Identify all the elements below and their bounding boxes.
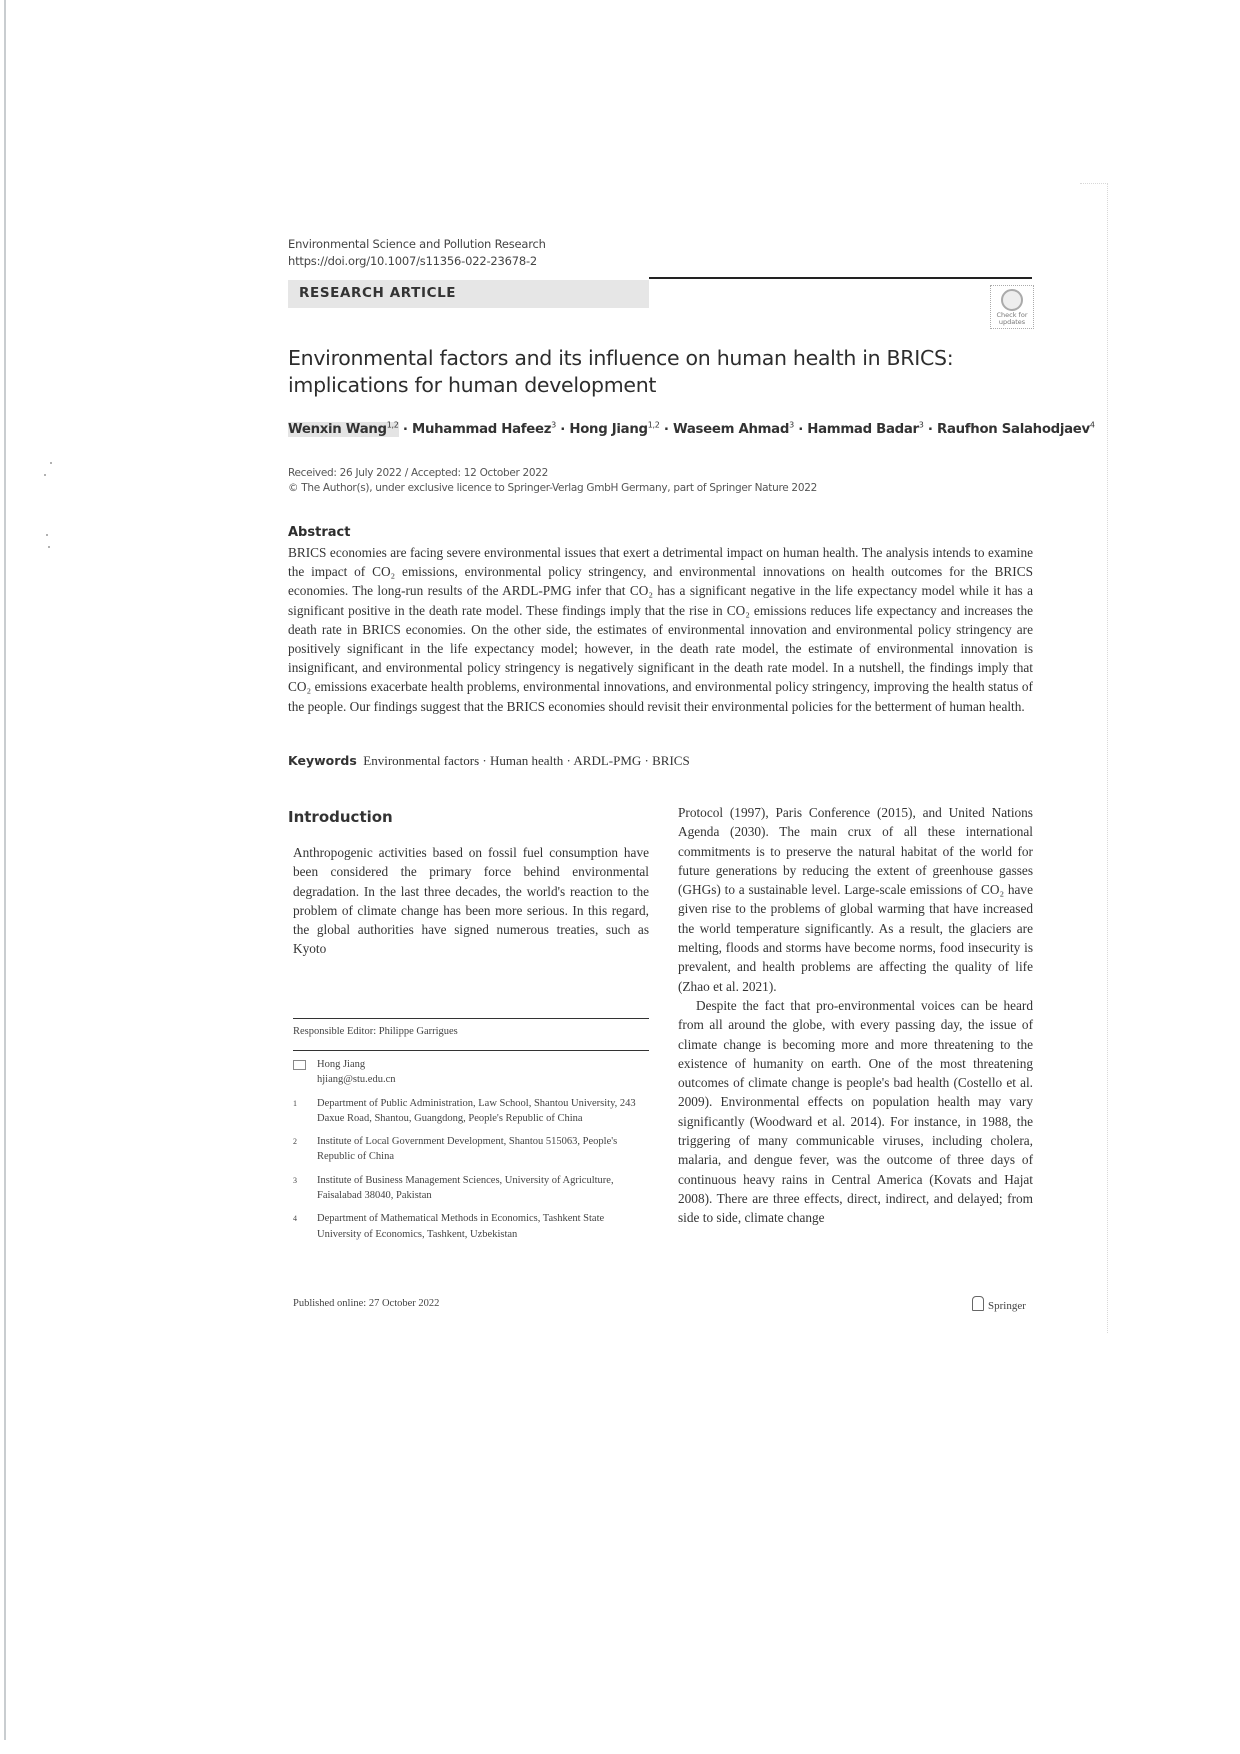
author-name: Raufhon Salahodjaev	[937, 422, 1090, 438]
author-affiliation: 1,2	[386, 421, 399, 430]
affiliation-text: Department of Public Administration, Law School, Shantou University, 243 Daxue Road, Shantou, Guangdong, People's Republic of China	[317, 1097, 636, 1124]
abstract-text: BRICS economies are facing severe environmental issues that exert a detrimental impact on human health. The analysis intends to examine the impact of CO₂ emissions, environmental policy stringency, and environmental innovations on health outcomes for the BRICS economies. The long-run results of the ARDL-PMG infer that CO₂ has a significant negative in the life expectancy model while it has a significant positive in the death rate model. These findings imply that the rise in CO₂ emissions reduces life expectancy and increases the death rate in BRICS economies. On the other side, the estimates of environmental innovation and environmental policy stringency are positively significant in the life expectancy model; however, in the death rate model, the estimate of environmental innovation is insignificant, and environmental policy stringency is negatively significant in the death rate model. In a nutshell, the findings imply that CO₂ emissions exacerbate health problems, environmental innovations, and environmental policy stringency, improving the health status of the people. Our findings suggest that the BRICS economies should revisit their environmental policies for the betterment of human health.	[288, 545, 1033, 714]
intro-paragraph: Despite the fact that pro-environmental voices can be heard from all around the globe, with every passing day, the issue of climate change is becoming more and more threatening to the existence of humanity on earth. One of the most threatening outcomes of climate change is people's bad health (Costello et al. 2009). Environmental effects on population health may vary significantly (Woodward et al. 2014). For instance, in 1988, the triggering of many communicable viruses, including cholera, malaria, and dengue fever, was the outcome of three days of continuous heavy rains in Central America (Kovats and Hajat 2008). There are three effects, direct, indirect, and delayed; from side to side, climate change	[678, 997, 1033, 1226]
affiliation-number: 2	[293, 1137, 297, 1147]
publication-dates	[288, 466, 817, 496]
author-separator: ·	[555, 422, 570, 438]
title-line-1: Environmental factors and its influence on human health in BRICS:	[288, 346, 954, 370]
title-line-2: implications for human development	[288, 373, 657, 397]
springer-horse-icon	[972, 1296, 984, 1311]
affiliation	[293, 1096, 649, 1127]
header-rule	[649, 277, 1032, 279]
keywords	[288, 753, 690, 769]
affiliation-number: 1	[293, 1098, 297, 1108]
affiliation-number: 3	[293, 1175, 297, 1185]
scan-edge	[4, 0, 6, 1740]
author[interactable]	[937, 422, 1095, 437]
crossmark-icon	[1001, 289, 1023, 311]
affiliation	[293, 1134, 649, 1165]
scan-speck	[44, 474, 46, 476]
author-name: Hong Jiang	[569, 422, 648, 438]
journal-header	[288, 236, 546, 270]
author-separator: ·	[923, 422, 938, 438]
author-name: Waseem Ahmad	[672, 422, 790, 438]
author[interactable]	[412, 422, 556, 437]
scan-speck	[50, 462, 52, 464]
author-affiliation: 1,2	[647, 421, 660, 430]
scan-speck	[46, 534, 48, 536]
scan-edge	[1080, 183, 1108, 184]
author-name: Hammad Badar	[807, 422, 919, 438]
article-title	[288, 345, 1048, 399]
envelope-icon	[293, 1060, 306, 1070]
affiliation-text: Institute of Business Management Sciences, University of Agriculture, Faisalabad 38040, Pakistan	[317, 1174, 614, 1202]
author[interactable]	[569, 422, 659, 437]
scan-speck	[48, 546, 50, 548]
copyright: © The Author(s), under exclusive licence to Springer-Verlag GmbH Germany, part of Springer Nature 2022	[288, 482, 817, 494]
affiliation-text: Department of Mathematical Methods in Economics, Tashkent State University of Economics, Tashkent, Uzbekistan	[317, 1213, 605, 1240]
affiliation	[293, 1173, 649, 1204]
abstract-heading: Abstract	[288, 525, 351, 540]
author[interactable]	[673, 422, 794, 437]
affiliation-number: 4	[293, 1214, 297, 1224]
author[interactable]	[807, 422, 923, 437]
corresponding-email[interactable]: hjiang@stu.edu.cn	[317, 1074, 396, 1086]
affiliation	[293, 1211, 649, 1242]
keywords-label: Keywords	[288, 753, 357, 768]
responsible-editor: Responsible Editor: Philippe Garrigues	[293, 1026, 458, 1037]
intro-left-column: Anthropogenic activities based on fossil fuel consumption have been considered the primary force behind environmental degradation. In the last three decades, the world's reaction to the problem of climate change has been more serious. In this regard, the global authorities have signed numerous treaties, such as Kyoto	[293, 845, 649, 957]
affiliation-text: Institute of Local Government Development, Shantou 515063, People's Republic of China	[317, 1136, 618, 1163]
intro-right-column	[678, 803, 1033, 1228]
check-updates-label: Check for updates	[996, 311, 1028, 326]
corresponding-name: Hong Jiang	[317, 1059, 366, 1070]
author-affiliation: 4	[1089, 421, 1095, 430]
intro-paragraph: Protocol (1997), Paris Conference (2015), and United Nations Agenda (2030). The main crux of all these international commitments is to preserve the natural habitat of the world for future generations by reducing the extent of greenhouse gasses (GHGs) to a sustainable level. Large-scale emissions of CO₂ have given rise to the problems of global warming that have increased the world temperature significantly. As a result, the glaciers are melting, floods and storms have become norms, food insecurity is prevalent, and health problems are affecting the quality of life (Zhao et al. 2021).	[678, 805, 1033, 994]
author-name: Wenxin Wang	[288, 422, 387, 438]
author-list	[288, 421, 1095, 438]
introduction-heading: Introduction	[288, 808, 393, 826]
author-separator: ·	[398, 422, 413, 438]
scan-edge	[1107, 183, 1108, 1333]
author-affiliation: 3	[789, 421, 794, 430]
article-type-label: RESEARCH ARTICLE	[299, 285, 457, 301]
article-type-banner	[288, 280, 649, 308]
author[interactable]	[288, 422, 399, 437]
author-separator: ·	[659, 422, 673, 438]
check-for-updates-badge[interactable]	[990, 285, 1034, 329]
doi-link[interactable]: https://doi.org/10.1007/s11356-022-23678-2	[288, 254, 538, 268]
author-affiliation: 3	[551, 421, 556, 430]
footnote-rule	[293, 1018, 649, 1019]
footnote-rule	[293, 1050, 649, 1051]
received-accepted: Received: 26 July 2022 / Accepted: 12 October 2022	[288, 467, 549, 479]
publisher-logo	[972, 1296, 1026, 1312]
journal-name: Environmental Science and Pollution Research	[288, 237, 546, 251]
published-online: Published online: 27 October 2022	[293, 1298, 440, 1309]
author-affiliation: 3	[918, 421, 924, 430]
author-name: Muhammad Hafeez	[412, 422, 552, 438]
author-separator: ·	[793, 422, 808, 438]
corresponding-author	[293, 1057, 649, 1088]
keywords-list: Environmental factors · Human health · ARDL-PMG · BRICS	[363, 753, 690, 768]
footnotes	[293, 1057, 649, 1250]
publisher-name: Springer	[988, 1300, 1026, 1312]
